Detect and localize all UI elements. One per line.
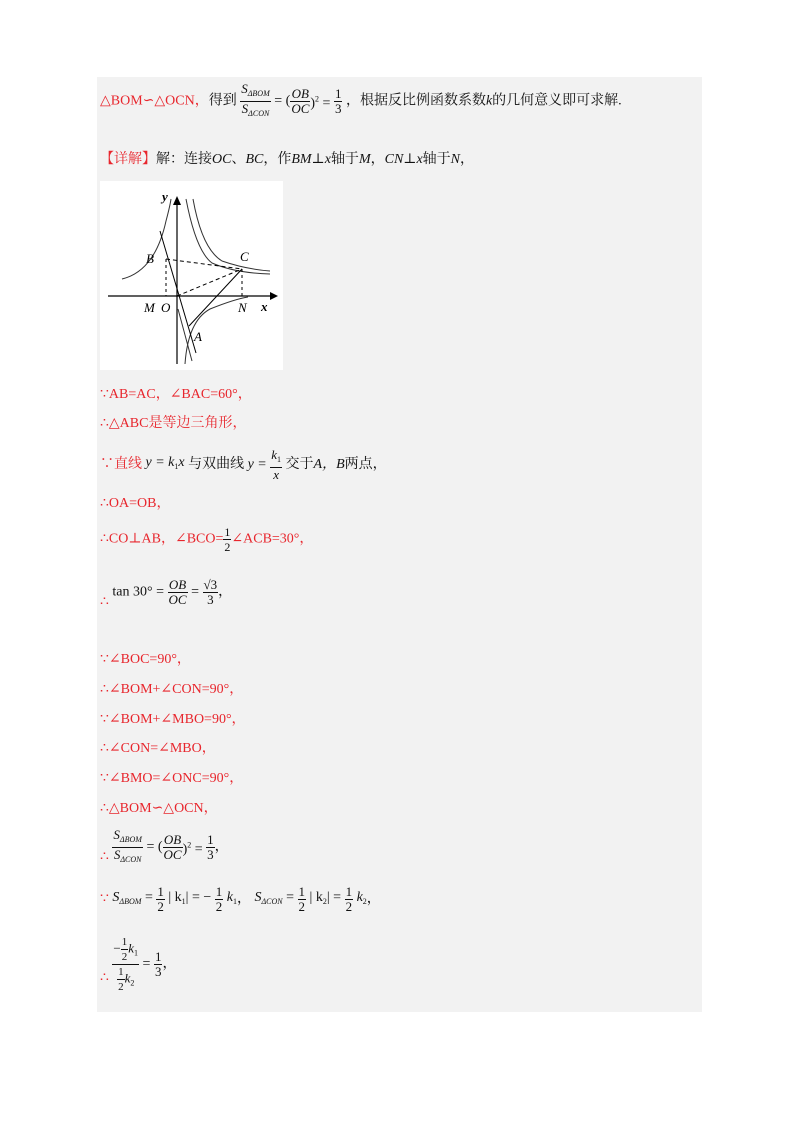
intro-ob-oc: $\frac{OB}{OC}$ [291,86,310,116]
intro-line: △BOM∽△OCN，得到 $\frac{S_{\Delta BOM}}{S_{\Delta CON}}$ = ( $\frac{OB}{OC}$ )$^2$ = $\frac{1}{3}$ ，根据反比例函数系数k的几何意义即可求解. [100,82,622,121]
y-axis-arrow [173,196,181,205]
intro-similar: △BOM∽△OCN， [100,93,209,109]
label-n: N [238,300,247,315]
segment-ac [189,269,242,326]
proof-line-5: ∴CO⊥AB，∠BCO= $\frac{1}{2}$ ∠ACB=30°， [100,525,314,554]
label-a: A [194,329,202,344]
intro-get: 得到 [208,93,237,109]
label-m: M [144,300,155,315]
hyperbola-k1-q2 [122,199,171,279]
proof-line-7: ∵∠BOC=90°， [100,652,191,667]
proof-line-4: ∴OA=OB， [100,496,171,511]
proof-line-15: ∴ − $\frac{1}{2}$ $k_1$ $\frac{1}{2}$ $k_2$ = $\frac{1}{3}$ ， [100,936,177,993]
detail-line: 【详解】解：连接OC、BC，作BM⊥x轴于M，CN⊥x轴于N， [100,152,475,167]
intro-one-third: $\frac{1}{3}$ [334,86,342,116]
label-b: B [146,251,154,266]
proof-line-12: ∴△BOM∽△OCN， [100,801,218,816]
x-axis-arrow [270,292,278,300]
hyperbola-k2-q1-outer [193,199,270,271]
proof-line-14: ∵ $S_{\Delta BOM}$ = $\frac{1}{2}$ | $k_1|$ = − $\frac{1}{2}$ $k_1$， $S_{\Delta CON}$ = $\frac{1}{2}$ | $k_2|$ = $\frac{1}{2}$ $k_2$， [100,884,381,914]
label-c: C [240,249,249,264]
proof-line-10: ∴∠CON=∠MBO， [100,741,216,756]
proof-line-9: ∵∠BOM+∠MBO=90°， [100,712,246,727]
proof-line-1: ∵AB=AC，∠BAC=60°， [100,387,252,402]
hyperbola-figure [100,181,283,370]
proof-line-11: ∵∠BMO=∠ONC=90°， [100,771,244,786]
proof-line-2: ∴△ABC是等边三角形， [100,416,247,431]
intro-rest: ，根据反比例函数系数 [345,93,486,109]
label-o: O [161,300,171,315]
intro-area-ratio: $\frac{S_{\Delta BOM}}{S_{\Delta CON}}$ [241,81,270,118]
proof-line-8: ∴∠BOM+∠CON=90°， [100,682,244,697]
proof-line-13: ∴ $\frac{S_{\Delta BOM}}{S_{\Delta CON}}$ = ( $\frac{OB}{OC}$ )$^2$ = $\frac{1}{3}$ ， [100,827,229,865]
figure-svg [100,181,283,370]
label-x: x [261,299,268,314]
proof-line-3: ∵直线 $y = k_1x$ 与双曲线 y = $\frac{k_1}{x}$ 交于A，B两点， [100,447,387,482]
label-y: y [162,189,168,204]
line-ab [160,231,196,353]
segment-oc [177,269,242,296]
detail-tag: 【详解】 [100,152,156,167]
proof-line-6: ∴ tan 30° = $\frac{OB}{OC}$ = $\frac{√3}{3}$ ， [100,577,233,610]
